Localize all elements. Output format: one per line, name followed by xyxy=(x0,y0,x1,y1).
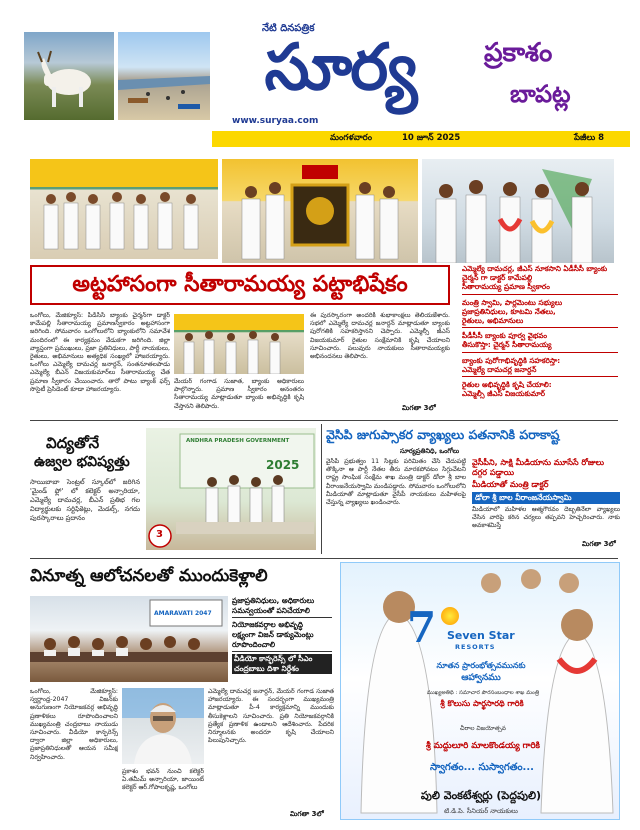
divider xyxy=(30,558,618,559)
story1-body-left: ఒంగోలు, మేజిక్యూస్: పీడీసీసీ బ్యాంకు చైర్మన్‌గా డాక్టర్ కామేపల్లి సీతారామయ్య ప్రమాణస్వీకారం అట్టహాసంగా జరిగింది. సోమవారం ఒంగోలులోని బ్యాంకులోని సమావేశ మందిరంలో ఈ కార్యక్రమం వేడుకగా జరిగింది. జిల్లా వ్యాప్తంగా ప్రముఖులు, ప్రజా ప్రతినిధులు, పార్టీ నాయకులు, రైతులు, అభిమానులు అత్యధిక సంఖ్యలో హాజరయ్యారు. ఒంగోలు ఎమ్మెల్యే దామచర్ల జనార్దన్, సంతనూతలపాడు ఎమ్మెల్యే బీఎన్ విజయకుమార్‌లు సీతారామయ్య చేత ప్రమాణ స్వీకారం చేయించారు. తారో పాటు బ్యాంక్ ఫర్స్ సొసైటీ ప్రెసిడెంట్ కూడా హాజరయ్యారు. xyxy=(30,312,170,393)
date-day: మంగళవారం xyxy=(330,133,372,143)
story1-side-list xyxy=(462,264,618,398)
side-item: బ్యాంకు పురోగాభివృద్ధికి సహకరిస్తా: xyxy=(462,355,561,365)
story1-continued[interactable]: మిగతా 3లో xyxy=(402,404,436,412)
story4-body-left: ఒంగోలు, మేజిక్యూస్: స్వర్ణాంధ్ర-2047 విజన్‌కు అనుగుణంగా నియోజకవర్గ అభివృద్ధి ప్రణాళికలు రూపొందించాలని ముఖ్యమంత్రి చంద్రబాబు నాయుడు సూచించారు. వీడియో కాన్ఫరెన్స్ ద్వారా జిల్లా అధికారులు, ప్రజాప్రతినిధులతో ఆయన సమీక్ష నిర్వహించారు. xyxy=(30,688,118,761)
ad-owner-title: టి.డి.పి. సీనియర్ నాయకులు xyxy=(444,807,518,815)
ad-guest-line: ముఖ్యఅతిథి : సమాచార పౌరసంబంధాల శాఖ మంత్రి xyxy=(426,690,540,696)
masthead-photo-beach xyxy=(118,32,210,120)
side-item: రైతులు, అభిమానులు xyxy=(462,316,618,328)
story2-headline-2[interactable]: ఉజ్వల భవిష్యత్తు xyxy=(34,454,130,470)
story2-banner-year: 2025 xyxy=(266,458,300,472)
story4-photo-cm xyxy=(122,688,204,764)
story4-subheads xyxy=(232,596,332,674)
story1-photo-felicitation xyxy=(222,159,418,263)
story3-dateline: సూర్యప్రతినిధి, ఒంగోలు xyxy=(400,447,460,455)
masthead-website[interactable]: www.suryaa.com xyxy=(232,116,319,126)
side-item: ఎమ్మెల్యే దామచర్ల జనార్దన్ xyxy=(462,365,618,377)
side-item: చైర్మన్ గా డాక్టర్ కామేపల్లి xyxy=(462,273,533,283)
story4-sub: వీడియో కాన్ఫరెన్స్ లో సీఎం xyxy=(232,654,332,664)
ad-guest-name: శ్రీ కొలుసు పార్థసారథి గారికి xyxy=(440,699,524,708)
story4-sub: రూపొందించాలి xyxy=(232,640,332,652)
masthead-tagline: నేటి దినపత్రిక xyxy=(262,23,315,34)
story4-body-right: ఎమ్మెల్యే దామచర్ల జనార్దన్, మేయర్ గంగాడ సుజాత హాజరయ్యారు. ఈ సందర్భంగా ముఖ్యమంత్రి మాట్లాడుతూ పీ-4 కార్యక్రమాన్ని ముందుకు తీసుకెళ్లాలని సూచించారు. ప్రతి నియోజకవర్గానికి ప్రత్యేక ప్రణాళిక ఉండాలని ఆదేశించారు. పేదరిక నిర్మూలనకు అందరూ కృషి చేయాలని పిలుపునిచ్చారు. xyxy=(208,688,334,745)
story2-banner-text: ANDHRA PRADESH GOVERNMENT xyxy=(186,438,290,444)
story2-photo-event xyxy=(146,428,316,550)
story4-body-left2: ప్రకాశం భవన్ నుంచి కలెక్టర్ ఏ.తమీమ్ అన్సారియా, జాయింట్ కలెక్టర్ ఆర్.గోపాలకృష్ణ, ఒంగోలు xyxy=(122,768,204,792)
side-item: పీడీసీసీ బ్యాంకు పూర్వ వైభవం xyxy=(462,331,547,341)
ad-logo-number: 7 xyxy=(407,603,437,652)
story1-body-right: ఈ పురస్కారంగా అందరికీ శుభాకాంక్షలు తెలియజేశారు. సభలో ఎమ్మెల్యే దామచర్ల జనార్దన్ మాట్లాడుతూ బ్యాంకు పురోగతికి సహకరిస్తానని చెప్పారు. ఎమ్మెల్సీ జీఎస్ విజయకుమార్ రైతుల సంక్షేమానికి కృషి చేయాలని సూచించారు. పలువురు నాయకులు సీతారామయ్యకు అభినందనలు తెలిపారు. xyxy=(310,312,450,361)
story3-continued[interactable]: మిగతా 3లో xyxy=(582,540,616,548)
date-bar xyxy=(212,131,630,147)
side-item: ఎమ్మెల్యే దామచర్ల, జీఎస్ నూకసాని ఏడీసీసీ బ్యాంకు xyxy=(462,264,608,273)
story3-body-left: వైసీపీ ప్రభుత్వం 11 సీట్లకు పరిమితం చేసి చేదుపట్టి తొక్కినా ఆ పార్టీ నేతల తీరు మారకపోవటం సిగ్గుచేటని రాష్ట్ర సాంఘిక సంక్షేమ శాఖ మంత్రి డాక్టర్ డోలా శ్రీ బాల వీరాంజనేయస్వామి మండిపడ్డారు. సోమవారం ఒంగోలులోని మీడియాతో మాట్లాడుతూ వైసీపీ నాయకులు మహిళలపై చేస్తున్న వ్యాఖ్యలు ఖండించారు. xyxy=(326,458,466,507)
divider xyxy=(321,424,322,554)
story4-sub: ప్రజాప్రతినిధులు, అధికారులు xyxy=(232,596,315,605)
divider xyxy=(30,420,618,421)
ad-owner-name: పులి వెంకటేశ్వర్లు (పెద్దపులి) xyxy=(420,789,542,802)
side-item: రైతుల అభివృద్ధికి కృషి చేయాలి: xyxy=(462,380,552,390)
story2-headline-1[interactable]: విద్యతోనే xyxy=(46,434,100,452)
side-item: ప్రజాప్రతినిధులు, కూటమి నేతలు, xyxy=(462,306,556,316)
masthead-logo[interactable]: సూర్య xyxy=(264,31,416,105)
story1-headline[interactable]: అట్టహాసంగా సీతారామయ్య పట్టాభిషేకం xyxy=(72,272,408,297)
story1-headline-box xyxy=(30,265,450,305)
edition-name: ప్రకాశం xyxy=(484,38,553,68)
side-item: మంత్రి స్వామి, పార్లమెంటు సభ్యులు xyxy=(462,297,563,307)
story2-body: సాయిబాబా సెంట్రల్ స్కూల్‌లో జరిగిన 'మైండ్ ఫ్లో' లో కలెక్టర్ అన్సారియా, ఎమ్మెల్యే దామచర్ల, బీఎన్ ప్రతిభ గల విద్యార్థులకు సర్టిఫికెట్లు, మెడల్స్, నగదు పురస్కారాలు ప్రదానం xyxy=(30,478,140,522)
side-item: సీతారామయ్య ప్రమాణ స్వీకారం xyxy=(462,282,618,294)
story3-headline[interactable]: వైసిపి జుగుప్సాకర వ్యాఖ్యలు పతనానికి పరాకాష్ట xyxy=(326,427,560,442)
sun-icon xyxy=(441,607,459,625)
edition-district: బాపట్ల xyxy=(510,80,571,108)
ad-host-name: శ్రీ మద్దులూరి మాలకొండయ్య గారికి xyxy=(426,741,540,751)
story1-photo-meeting xyxy=(174,314,304,374)
story1-photo-garland xyxy=(422,159,614,263)
story4-sub: సమన్వయంతో పనిచేయాలి xyxy=(232,606,332,618)
date-value: 10 జూన్ 2025 xyxy=(402,133,461,143)
story2-page-ref[interactable]: 3 xyxy=(156,529,163,540)
ad-wish-line: చీరాల విజయోత్సవ xyxy=(460,725,506,732)
story4-sub: చంద్రబాబు దిశా నిర్దేశం xyxy=(232,664,332,674)
side-item: ఎమ్మెల్సీ జీఎస్ విజయకుమార్ xyxy=(462,389,546,399)
ad-tagline-1: నూతన ప్రారంభోత్సవమునకు xyxy=(436,661,526,670)
ad-welcome: స్వాగతం... సుస్వాగతం... xyxy=(430,762,534,773)
ad-logo-line2: RESORTS xyxy=(455,643,496,651)
ad-logo-line1: Seven Star xyxy=(447,629,515,642)
story1-body-mid: మేయర్ గంగాడ సుజాత, బ్యాంకు అధికారులు పాల్గొన్నారు. ప్రమాణ స్వీకారం అనంతరం సీతారామయ్య మాట్లాడుతూ బ్యాంకు అభివృద్ధికి కృషి చేస్తానని తెలిపారు. xyxy=(174,378,304,410)
masthead-photo-bull xyxy=(24,32,114,120)
story4-headline[interactable]: వినూత్న ఆలోచనలతో ముందుకెళ్లాలి xyxy=(30,566,268,586)
story3-sub-2: మీడియాతో మంత్రి డాక్టర్ xyxy=(472,480,549,489)
story1-photo-stage xyxy=(30,159,218,259)
story4-continued[interactable]: మిగతా 3లో xyxy=(290,810,324,818)
ad-tagline-2: ఆహ్వానము xyxy=(461,673,501,683)
side-item: తీసుకొస్తా: చైర్మన్ సీతారామయ్య xyxy=(462,340,618,352)
story3-body-right: మీడియాలో మహిళల ఆత్మగౌరవం దెబ్బతినేలా వ్యాఖ్యలు చేసిన వారిపై కఠిన చర్యలు తప్పవని హెచ్చరించారు. నాకు అవకాశమిస్తే xyxy=(472,506,620,530)
story4-photo-banner: AMARAVATI 2047 xyxy=(154,610,212,617)
advertisement[interactable] xyxy=(340,562,620,820)
story4-sub: నియోజకవర్గాల అభివృద్ధి xyxy=(232,620,304,629)
story3-sub-3: డోలా శ్రీ బాల వీరాంజనేయస్వామి xyxy=(472,492,620,504)
story4-photo-conference xyxy=(30,596,228,682)
page-number: పేజీలు 8 xyxy=(574,133,605,143)
story3-sub-1: వైసీపీని, సాక్షి మీడియాను మూసేసే రోజులు దగ్గర పడ్డాయి xyxy=(472,458,605,477)
story4-sub: లక్ష్యంగా విజన్ డాక్యుమెంట్లు xyxy=(232,630,314,639)
